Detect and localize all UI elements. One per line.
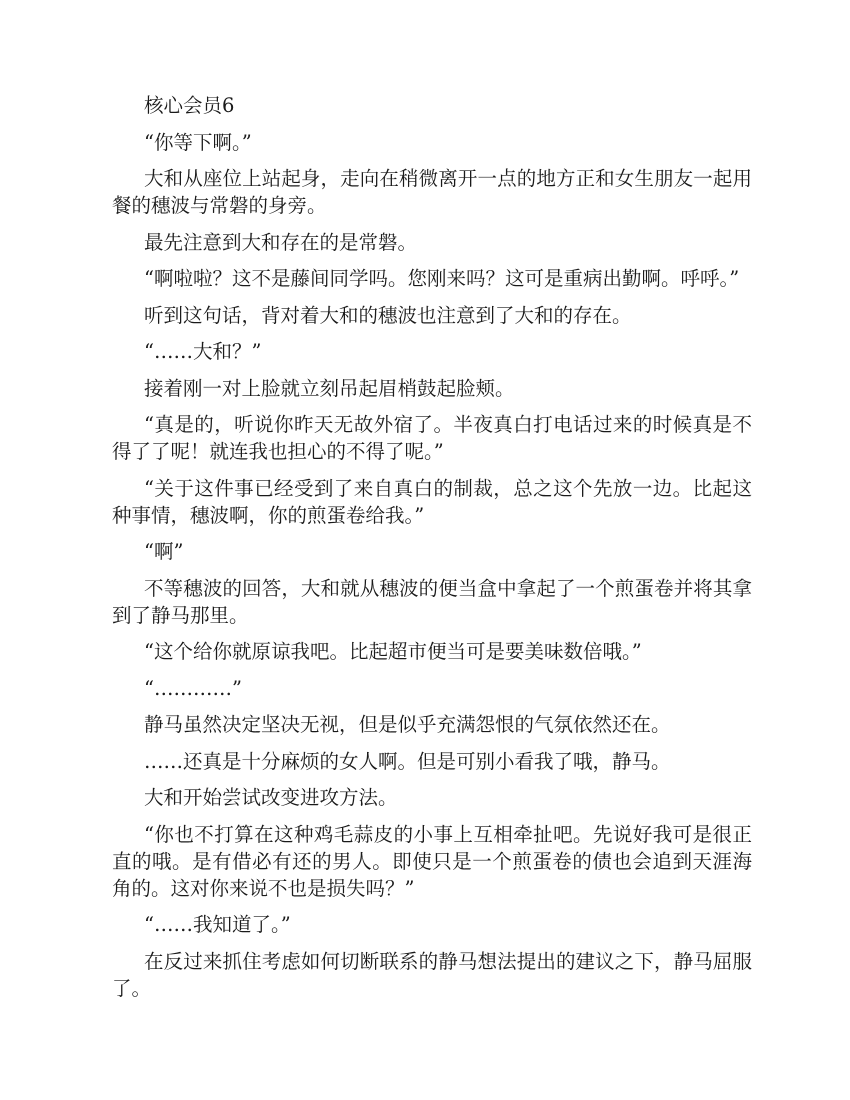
paragraph: 听到这句话，背对着大和的穗波也注意到了大和的存在。 bbox=[144, 303, 632, 327]
paragraph: 不等穗波的回答，大和就从穗波的便当盒中拿起了一个煎蛋卷并将其拿到了静马那里。 bbox=[112, 576, 752, 627]
paragraph: “关于这件事已经受到了来自真白的制裁，总之这个先放一边。比起这种事情，穗波啊，你的煎蛋卷给我。” bbox=[112, 476, 752, 527]
paragraph: 接着刚一对上脸就立刻吊起眉梢鼓起脸颊。 bbox=[144, 376, 515, 400]
paragraph: 最先注意到大和存在的是常磐。 bbox=[144, 230, 418, 254]
paragraph: 在反过来抓住考虑如何切断联系的静马想法提出的建议之下，静马屈服了。 bbox=[112, 949, 752, 1000]
paragraph: 大和从座位上站起身，走向在稍微离开一点的地方正和女生朋友一起用餐的穗波与常磐的身旁。 bbox=[112, 167, 752, 217]
paragraph: “啊” bbox=[144, 540, 184, 563]
paragraph: “啊啦啦？这不是藤间同学吗。您刚来吗？这可是重病出勤啊。呼呼。” bbox=[144, 267, 740, 290]
paragraph: “你也不打算在这种鸡毛蒜皮的小事上互相牵扯吧。先说好我可是很正直的哦。是有借必有还的男人。即使只是一个煎蛋卷的债也会追到天涯海角的。这对你来说不也是损失吗？” bbox=[112, 822, 752, 900]
paragraph: “真是的，听说你昨天无故外宿了。半夜真白打电话过来的时候真是不得了了呢！就连我也担心的不得了呢。” bbox=[112, 413, 752, 463]
paragraph: “你等下啊。” bbox=[144, 130, 252, 154]
paragraph: ……还真是十分麻烦的女人啊。但是可别小看我了哦，静马。 bbox=[144, 749, 671, 773]
paragraph: 静马虽然决定坚决无视，但是似乎充满怨恨的气氛依然还在。 bbox=[144, 713, 671, 736]
paragraph: “这个给你就原谅我吧。比起超市便当可是要美味数倍哦。” bbox=[144, 640, 642, 663]
document-body bbox=[112, 92, 752, 1011]
paragraph: 大和开始尝试改变进攻方法。 bbox=[144, 786, 398, 809]
paragraph: “……我知道了。” bbox=[144, 913, 291, 936]
chapter-heading: 核心会员6 bbox=[144, 94, 235, 117]
paragraph: “…………” bbox=[144, 676, 242, 700]
paragraph: “……大和？” bbox=[144, 340, 262, 363]
